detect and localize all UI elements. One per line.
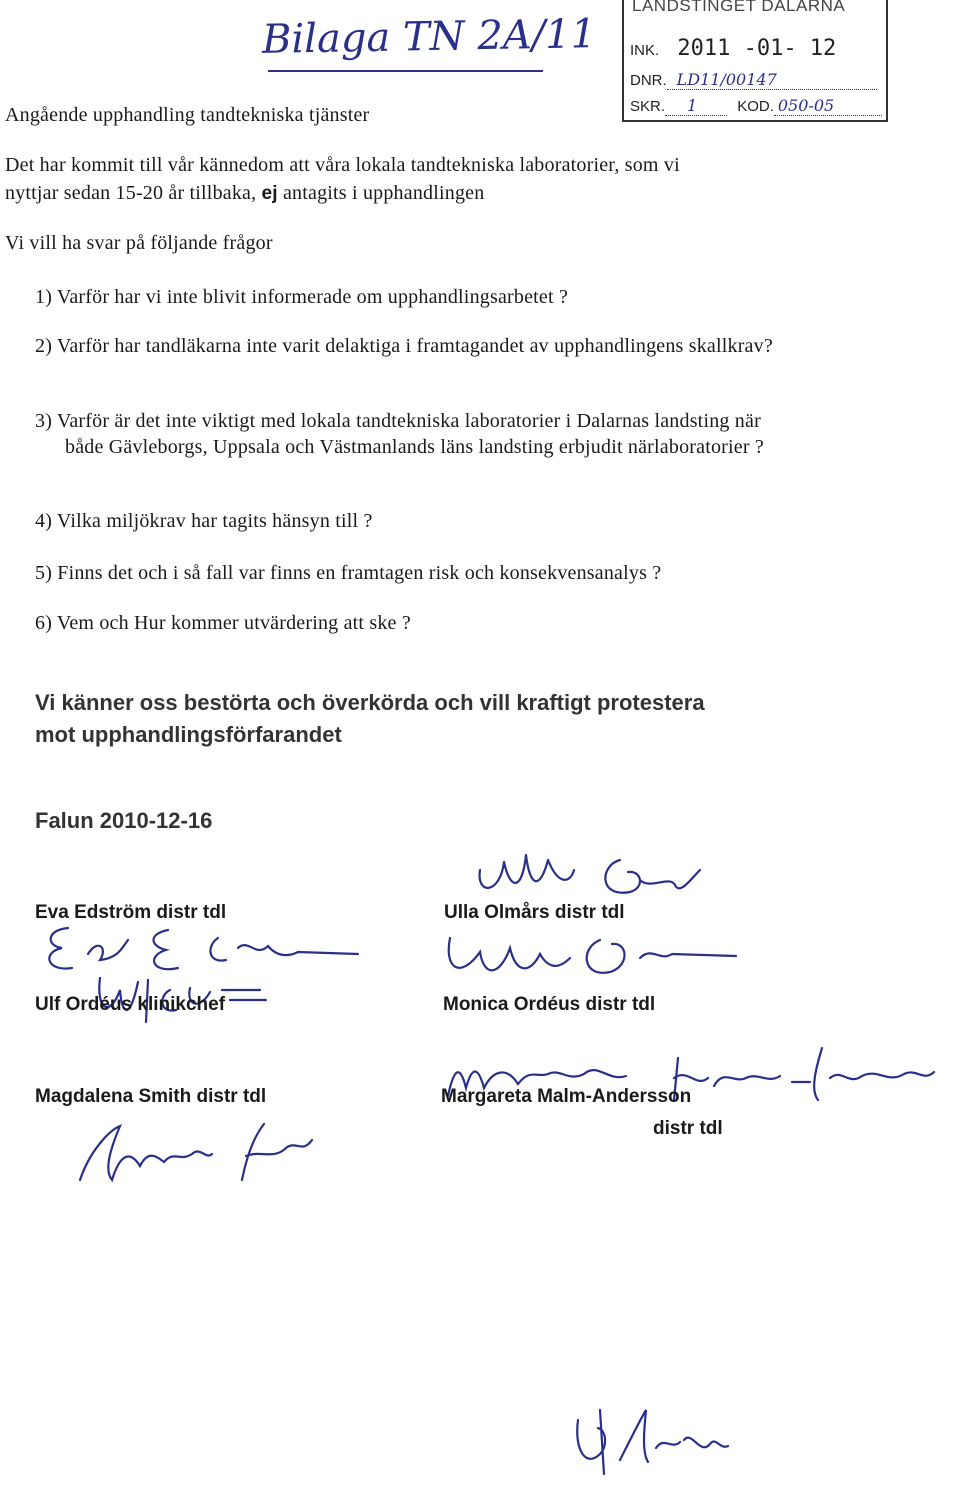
protest-line-2: mot upphandlingsförfarandet — [35, 722, 342, 747]
stamp-skr-row: SKR. 1 KOD. 050-05 — [630, 96, 882, 116]
question-4: 4) Vilka miljökrav har tagits hänsyn till ? — [35, 510, 373, 532]
question-6: 6) Vem och Hur kommer utvärdering att ske ? — [35, 612, 411, 634]
intro-line-1: Det har kommit till vår kännedom att våra lokala tandtekniska laboratorier, som vi — [5, 154, 680, 176]
stamp-dnr-row: DNR. LD11/00147 — [630, 70, 877, 90]
stamp-skr-value: 1 — [687, 96, 698, 115]
place-date: Falun 2010-12-16 — [35, 808, 213, 833]
protest-line-1: Vi känner oss bestörta och överkörda och vill kraftigt protestera — [35, 690, 705, 715]
stamp-title: LANDSTINGET DALARNA — [632, 0, 846, 15]
signature-magdalena-smith — [60, 1110, 320, 1194]
signature-monica-ordeus — [440, 918, 740, 990]
signatory-ulla-olmars: Ulla Olmårs distr tdl — [444, 902, 625, 923]
signatory-magdalena-smith: Magdalena Smith distr tdl — [35, 1086, 267, 1107]
intro-line-2: nyttjar sedan 15-20 år tillbaka, ej antagits i upphandlingen — [5, 182, 485, 204]
question-5: 5) Finns det och i så fall var finns en framtagen risk och konsekvensanalys ? — [35, 562, 662, 584]
signatory-eva-edstrom: Eva Edström distr tdl — [35, 902, 227, 923]
question-2: 2) Varför har tandläkarna inte varit delaktiga i framtagandet av upphandlingens skallkrav? — [35, 335, 773, 357]
signatory-margareta-malm-andersson: Margareta Malm-Andersson — [441, 1086, 692, 1107]
registration-stamp — [622, 0, 888, 122]
stamp-kod-value: 050-05 — [777, 96, 835, 115]
handwritten-attachment-label: Bilaga TN 2A/11 — [261, 11, 597, 63]
signatory-monica-ordeus: Monica Ordéus distr tdl — [443, 994, 656, 1015]
header-underline — [268, 70, 543, 72]
stamp-ink-row: INK. 2011 -01- 12 — [630, 36, 837, 61]
signatory-ulf-ordeus: Ulf Ordéus klinikchef — [35, 994, 226, 1015]
stamp-ink-date: 2011 -01- 12 — [677, 36, 837, 61]
question-3: 3) Varför är det inte viktigt med lokala tandtekniska laboratorier i Dalarnas landsting när både Gävleborgs, Uppsala och Västmanlands läns landsting erbjudit närlaboratorier ? — [35, 410, 765, 458]
question-1: 1) Varför har vi inte blivit informerade om upphandlingsarbetet ? — [35, 286, 569, 308]
stamp-dnr-value: LD11/00147 — [676, 70, 777, 89]
signatory-margareta-title: distr tdl — [653, 1118, 723, 1139]
subject-line: Angående upphandling tandtekniska tjänster — [5, 104, 370, 126]
emphasis-ej: ej — [261, 183, 278, 204]
signature-eva-edstrom — [28, 918, 368, 980]
signature-ulla-olmars — [470, 840, 710, 910]
question-intro: Vi vill ha svar på följande frågor — [5, 232, 273, 254]
handwritten-initials — [560, 1400, 740, 1480]
